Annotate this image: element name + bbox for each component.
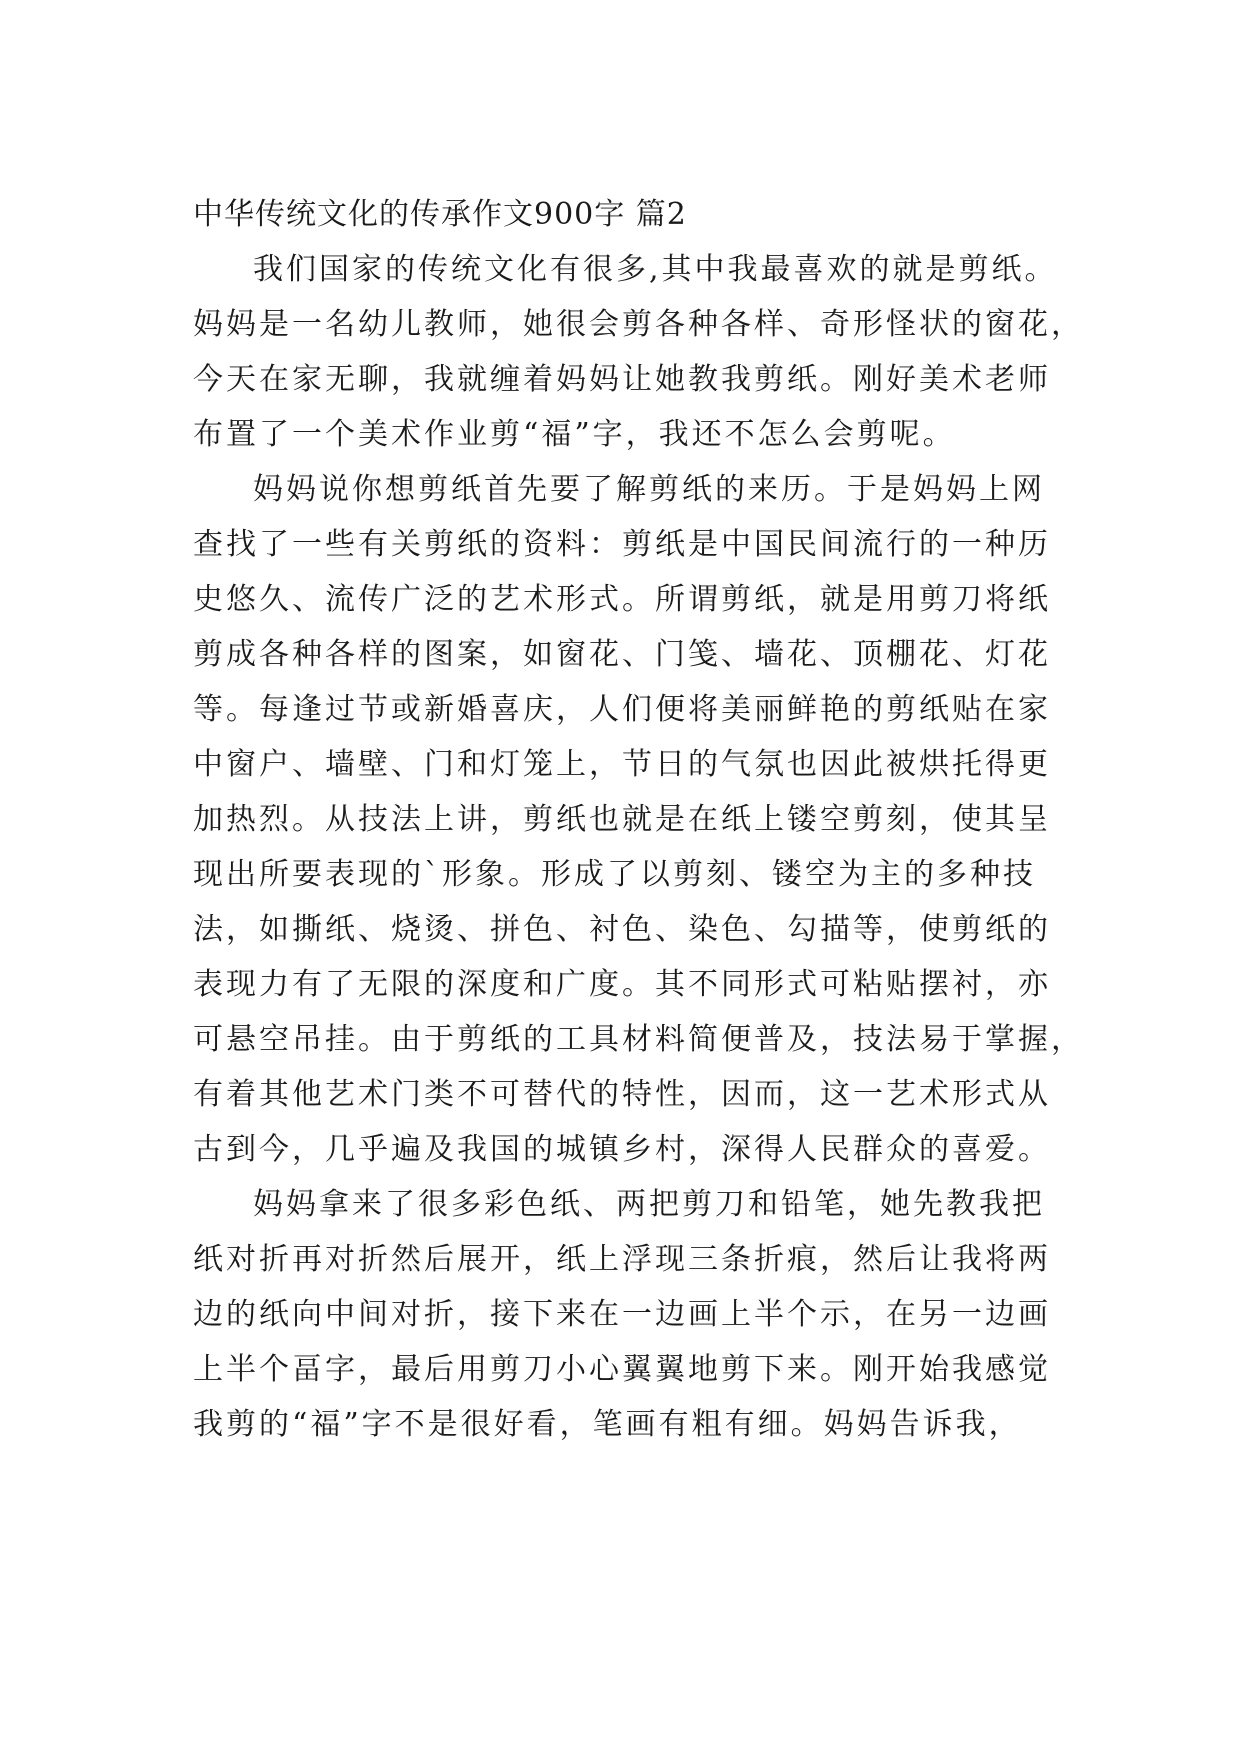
paragraph-2-line-13: 古到今，几乎遍及我国的城镇乡村，深得人民群众的喜爱。 bbox=[193, 1132, 1051, 1167]
paragraph-2-line-5: 等。每逢过节或新婚喜庆，人们便将美丽鲜艳的剪纸贴在家 bbox=[193, 692, 1051, 727]
paragraph-2-line-4: 剪成各种各样的图案，如窗花、门笺、墙花、顶棚花、灯花 bbox=[193, 637, 1051, 672]
paragraph-2-line-8: 现出所要表现的`形象。形成了以剪刻、镂空为主的多种技 bbox=[193, 857, 1036, 892]
paragraph-2-line-12: 有着其他艺术门类不可替代的特性，因而，这一艺术形式从 bbox=[193, 1077, 1051, 1112]
paragraph-2-line-6: 中窗户、墙壁、门和灯笼上，节日的气氛也因此被烘托得更 bbox=[193, 747, 1051, 782]
paragraph-1-line-1: 我们国家的传统文化有很多,其中我最喜欢的就是剪纸。 bbox=[253, 252, 1058, 287]
paragraph-2-line-1: 妈妈说你想剪纸首先要了解剪纸的来历。于是妈妈上网 bbox=[253, 472, 1045, 507]
paragraph-2-line-9: 法，如撕纸、烧烫、拼色、衬色、染色、勾描等，使剪纸的 bbox=[193, 912, 1051, 947]
paragraph-2-line-3: 史悠久、流传广泛的艺术形式。所谓剪纸，就是用剪刀将纸 bbox=[193, 582, 1051, 617]
paragraph-3-line-2: 纸对折再对折然后展开，纸上浮现三条折痕，然后让我将两 bbox=[193, 1242, 1051, 1277]
essay-title: 中华传统文化的传承作文900字 篇2 bbox=[193, 197, 687, 232]
paragraph-2-line-11: 可悬空吊挂。由于剪纸的工具材料简便普及，技法易于掌握， bbox=[193, 1022, 1084, 1057]
paragraph-1-line-3: 今天在家无聊，我就缠着妈妈让她教我剪纸。刚好美术老师 bbox=[193, 362, 1051, 397]
paragraph-1-line-2: 妈妈是一名幼儿教师，她很会剪各种各样、奇形怪状的窗花， bbox=[193, 307, 1084, 342]
paragraph-2-line-10: 表现力有了无限的深度和广度。其不同形式可粘贴摆衬，亦 bbox=[193, 967, 1051, 1002]
paragraph-3-line-1: 妈妈拿来了很多彩色纸、两把剪刀和铅笔，她先教我把 bbox=[253, 1187, 1045, 1222]
paragraph-3-line-5: 我剪的“福”字不是很好看，笔画有粗有细。妈妈告诉我， bbox=[193, 1407, 1022, 1442]
paragraph-2-line-7: 加热烈。从技法上讲，剪纸也就是在纸上镂空剪刻，使其呈 bbox=[193, 802, 1051, 837]
paragraph-2-line-2: 查找了一些有关剪纸的资料：剪纸是中国民间流行的一种历 bbox=[193, 527, 1051, 562]
paragraph-1-line-4: 布置了一个美术作业剪“福”字，我还不怎么会剪呢。 bbox=[193, 417, 956, 452]
paragraph-3-line-3: 边的纸向中间对折，接下来在一边画上半个示，在另一边画 bbox=[193, 1297, 1051, 1332]
paragraph-3-line-4: 上半个畐字，最后用剪刀小心翼翼地剪下来。刚开始我感觉 bbox=[193, 1352, 1051, 1387]
